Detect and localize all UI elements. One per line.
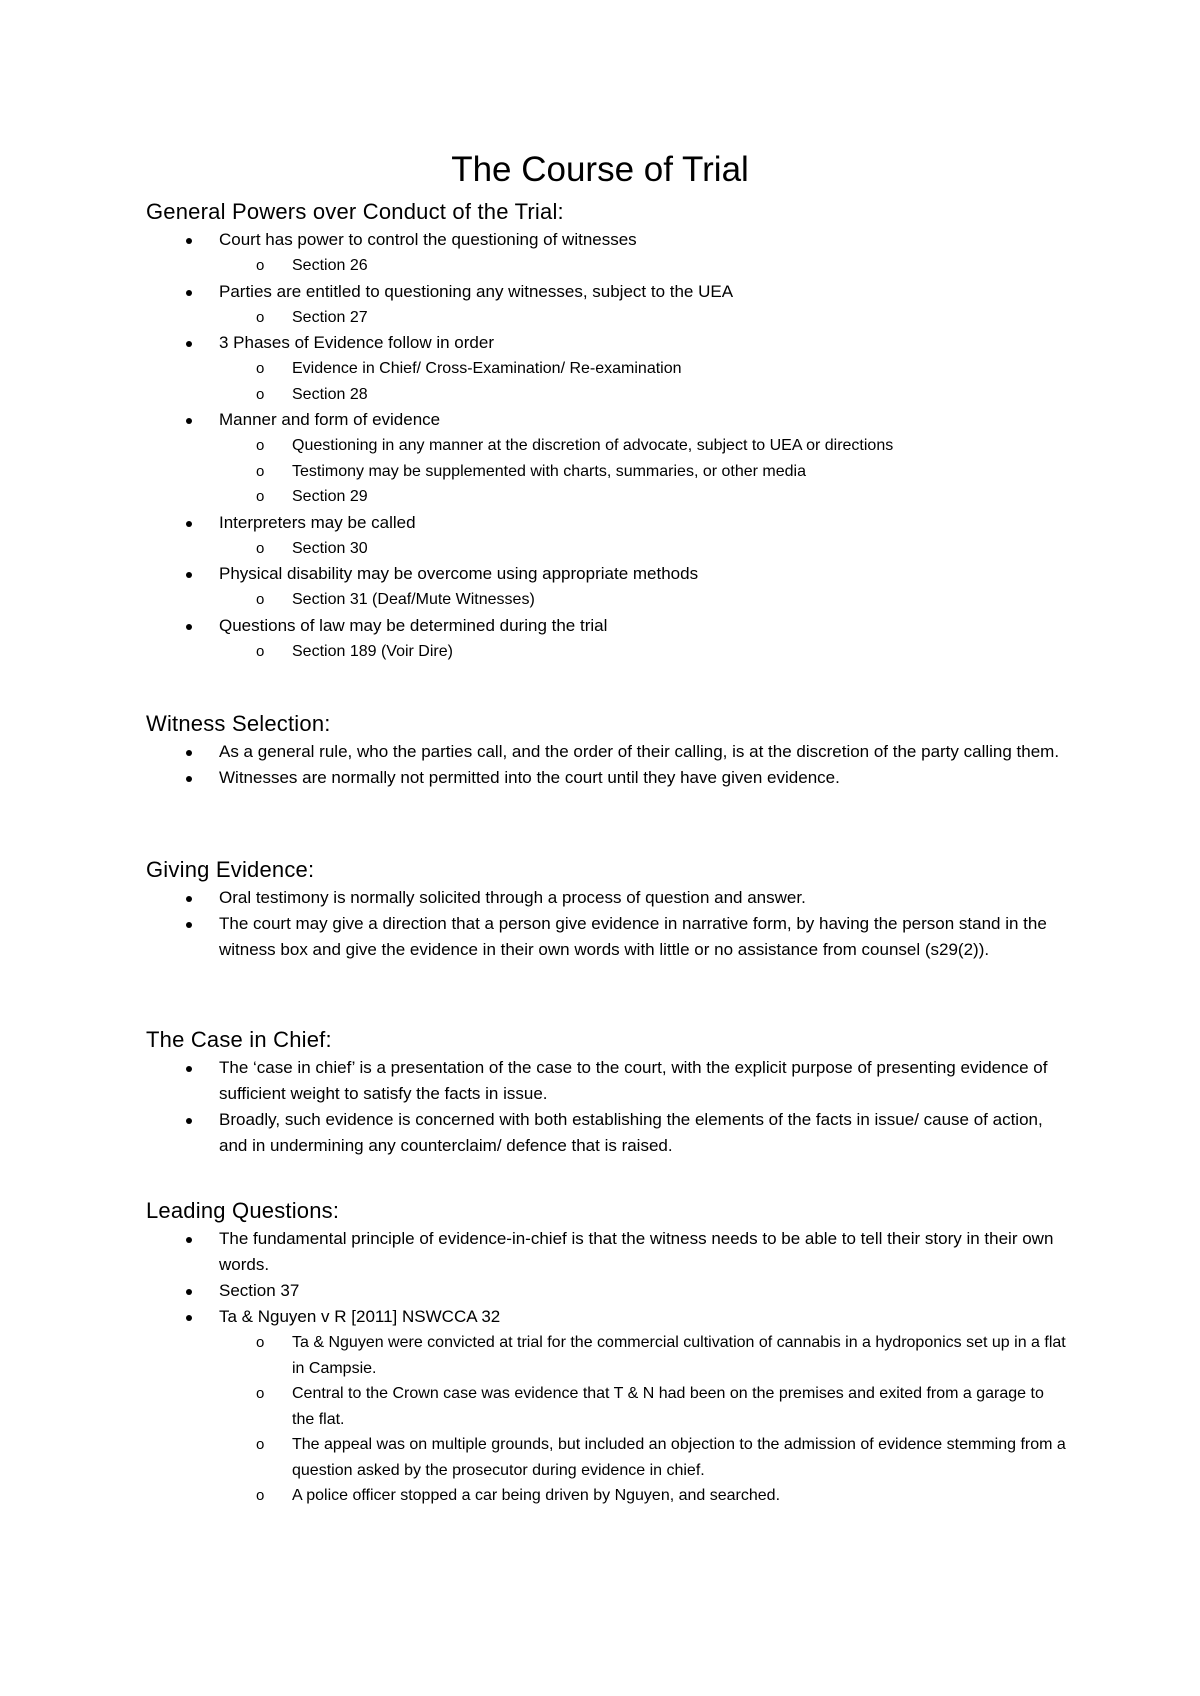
section-heading: Witness Selection: xyxy=(146,711,331,736)
sub-list-item xyxy=(219,1483,1066,1509)
list-item xyxy=(146,765,1066,791)
bullet-icon xyxy=(186,1066,192,1072)
hollow-bullet-icon: o xyxy=(256,360,265,377)
sub-list-item xyxy=(219,305,1066,331)
bullet-icon xyxy=(186,1237,192,1243)
section-giving-evidence xyxy=(146,855,1066,963)
sub-list-item-text: Central to the Crown case was evidence that T & N had been on the premises and exited from a garage to the flat. xyxy=(292,1385,1044,1428)
sub-bullet-list xyxy=(219,433,1066,510)
list-item xyxy=(146,1278,1066,1304)
sub-list-item-text: Section 28 xyxy=(292,385,368,403)
sub-bullet-list xyxy=(219,639,1066,665)
section-case-in-chief xyxy=(146,1025,1066,1159)
sub-bullet-list xyxy=(219,253,1066,279)
hollow-bullet-icon: o xyxy=(256,488,265,505)
bullet-icon xyxy=(186,1289,192,1295)
bullet-icon xyxy=(186,922,192,928)
section-leading-questions xyxy=(146,1196,1066,1509)
list-item-text: 3 Phases of Evidence follow in order xyxy=(219,333,494,352)
hollow-bullet-icon: o xyxy=(256,308,265,326)
sub-bullet-list xyxy=(219,1330,1066,1509)
hollow-bullet-icon: o xyxy=(256,437,265,454)
sub-list-item xyxy=(219,536,1066,562)
bullet-icon xyxy=(186,521,192,527)
hollow-bullet-icon: o xyxy=(256,1385,265,1402)
bullet-icon xyxy=(186,1315,192,1321)
section-heading: General Powers over Conduct of the Trial: xyxy=(146,199,564,224)
section-heading: Giving Evidence: xyxy=(146,857,315,882)
sub-list-item-text: The appeal was on multiple grounds, but included an objection to the admission of evidence stemming from a question asked by the prosecutor during evidence in chief. xyxy=(292,1436,1066,1479)
bullet-icon xyxy=(186,290,192,296)
list-item-text: Interpreters may be called xyxy=(219,512,416,532)
hollow-bullet-icon: o xyxy=(256,591,265,608)
list-item xyxy=(146,227,1066,279)
list-item-text: Questions of law may be determined during the trial xyxy=(219,615,608,635)
sub-list-item-text: Ta & Nguyen were convicted at trial for the commercial cultivation of cannabis in a hydroponics set up in a flat in Campsie. xyxy=(292,1334,1066,1377)
bullet-icon xyxy=(186,776,192,782)
list-item-text: Court has power to control the questioning of witnesses xyxy=(219,230,637,249)
list-item xyxy=(146,407,1066,510)
bullet-icon xyxy=(186,896,192,902)
list-item xyxy=(146,911,1066,963)
list-item xyxy=(146,561,1066,613)
sub-bullet-list xyxy=(219,305,1066,331)
sub-list-item-text: Evidence in Chief/ Cross-Examination/ Re-examination xyxy=(292,360,682,377)
sub-list-item-text: Section 27 xyxy=(292,308,368,326)
list-item-text: Section 37 xyxy=(219,1281,300,1300)
list-item xyxy=(146,885,1066,911)
list-item-text: Manner and form of evidence xyxy=(219,410,441,429)
sub-bullet-list xyxy=(219,536,1066,562)
bullet-list xyxy=(146,885,1066,963)
list-item-text: As a general rule, who the parties call, and the order of their calling, is at the discretion of the party calling them. xyxy=(219,742,1060,761)
bullet-icon xyxy=(186,624,192,630)
list-item-text: The fundamental principle of evidence-in-chief is that the witness needs to be able to tell their story in their own words. xyxy=(219,1229,1054,1274)
sub-list-item xyxy=(219,356,1066,382)
bullet-icon xyxy=(186,1118,192,1124)
sub-list-item xyxy=(219,484,1066,510)
sub-bullet-list xyxy=(219,356,1066,407)
bullet-icon xyxy=(186,238,192,244)
sub-list-item-text: Questioning in any manner at the discretion of advocate, subject to UEA or directions xyxy=(292,437,894,454)
list-item-text: Physical disability may be overcome using appropriate methods xyxy=(219,564,699,583)
section-heading: Leading Questions: xyxy=(146,1198,340,1223)
hollow-bullet-icon: o xyxy=(256,1436,265,1453)
sub-bullet-list xyxy=(219,587,1066,613)
sub-list-item-text: A police officer stopped a car being driven by Nguyen, and searched. xyxy=(292,1487,781,1504)
sub-list-item-text: Testimony may be supplemented with charts, summaries, or other media xyxy=(292,462,806,480)
sub-list-item-text: Section 189 (Voir Dire) xyxy=(292,642,453,660)
section-witness-selection xyxy=(146,709,1066,791)
list-item xyxy=(146,1107,1066,1159)
list-item-text: The court may give a direction that a person give evidence in narrative form, by having the person stand in the witness box and give the evidence in their own words with little or no assistance from counsel (s29(2)). xyxy=(219,914,1047,959)
list-item xyxy=(146,613,1066,665)
bullet-icon xyxy=(186,341,192,347)
hollow-bullet-icon: o xyxy=(256,257,265,274)
sub-list-item-text: Section 31 (Deaf/Mute Witnesses) xyxy=(292,591,535,608)
hollow-bullet-icon: o xyxy=(256,642,265,660)
sub-list-item-text: Section 26 xyxy=(292,257,368,274)
hollow-bullet-icon: o xyxy=(256,1334,265,1351)
sub-list-item xyxy=(219,433,1066,459)
bullet-list xyxy=(146,1055,1066,1159)
page-title: The Course of Trial xyxy=(451,150,749,189)
list-item xyxy=(146,330,1066,407)
list-item-text: Broadly, such evidence is concerned with both establishing the elements of the facts in issue/ cause of action, and in undermining any counterclaim/ defence that is raised. xyxy=(219,1110,1043,1155)
hollow-bullet-icon: o xyxy=(256,539,265,557)
hollow-bullet-icon: o xyxy=(256,1487,265,1504)
sub-list-item-text: Section 30 xyxy=(292,539,368,557)
list-item xyxy=(146,739,1066,765)
sub-list-item xyxy=(219,587,1066,613)
list-item xyxy=(146,279,1066,331)
bullet-icon xyxy=(186,572,192,578)
list-item-text: Oral testimony is normally solicited through a process of question and answer. xyxy=(219,888,806,907)
list-item xyxy=(146,1055,1066,1107)
sub-list-item xyxy=(219,1381,1066,1432)
list-item xyxy=(146,1226,1066,1278)
sub-list-item xyxy=(219,639,1066,665)
list-item-text: Ta & Nguyen v R [2011] NSWCCA 32 xyxy=(219,1307,501,1326)
list-item-text: The ‘case in chief’ is a presentation of the case to the court, with the explicit purpose of presenting evidence of sufficient weight to satisfy the facts in issue. xyxy=(219,1058,1048,1103)
hollow-bullet-icon: o xyxy=(256,385,265,403)
list-item-text: Parties are entitled to questioning any witnesses, subject to the UEA xyxy=(219,281,734,301)
hollow-bullet-icon: o xyxy=(256,462,265,480)
list-item xyxy=(146,510,1066,562)
section-heading: The Case in Chief: xyxy=(146,1027,332,1052)
section-general-powers xyxy=(146,197,1066,664)
bullet-list xyxy=(146,1226,1066,1509)
bullet-list xyxy=(146,227,1066,664)
sub-list-item xyxy=(219,253,1066,279)
list-item xyxy=(146,1304,1066,1509)
sub-list-item xyxy=(219,1330,1066,1381)
sub-list-item xyxy=(219,459,1066,485)
sub-list-item xyxy=(219,1432,1066,1483)
sub-list-item-text: Section 29 xyxy=(292,488,368,505)
bullet-list xyxy=(146,739,1066,791)
sub-list-item xyxy=(219,382,1066,408)
bullet-icon xyxy=(186,750,192,756)
bullet-icon xyxy=(186,418,192,424)
list-item-text: Witnesses are normally not permitted into the court until they have given evidence. xyxy=(219,768,840,787)
